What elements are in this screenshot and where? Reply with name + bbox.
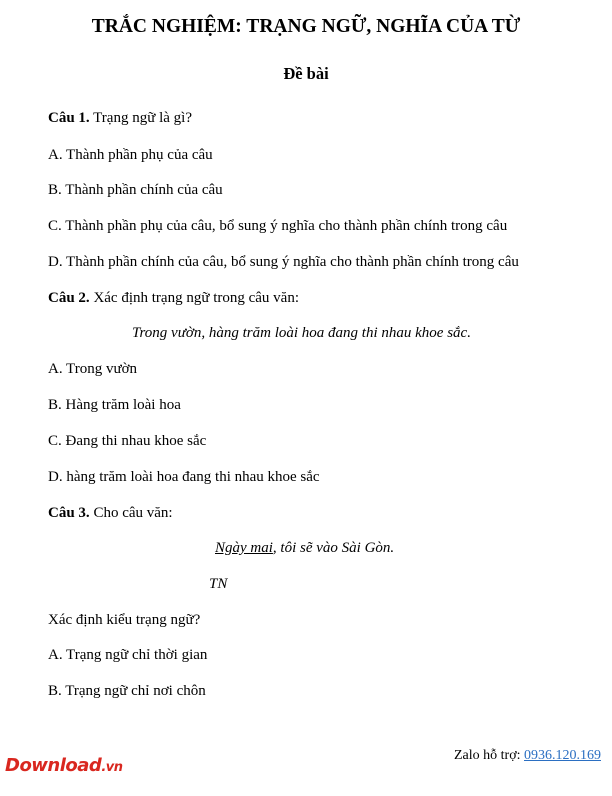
- question-2-option-c: C. Đang thi nhau khoe sắc: [48, 433, 207, 449]
- question-2-option-d: D. hàng trăm loài hoa đang thi nhau khoe sắc: [48, 469, 320, 485]
- question-3-quote: [215, 538, 394, 558]
- question-text: Xác định trạng ngữ trong câu văn:: [89, 290, 300, 306]
- question-1-option-b: B. Thành phần chính của câu: [48, 182, 223, 198]
- support-phone-link[interactable]: 0936.120.169: [524, 748, 601, 763]
- logo-main: Download: [5, 755, 102, 776]
- contact-label: Zalo hỗ trợ:: [454, 748, 524, 763]
- question-label: Câu 1.: [48, 110, 90, 126]
- question-text: Trạng ngữ là gì?: [89, 110, 192, 126]
- logo-tld: .vn: [101, 760, 123, 775]
- document-title: TRẮC NGHIỆM: TRẠNG NGỮ, NGHĨA CỦA TỪ: [91, 16, 521, 37]
- question-text: Cho câu văn:: [89, 505, 173, 521]
- adverbial-annotation: TN: [209, 576, 228, 592]
- question-3-prompt: Xác định kiểu trạng ngữ?: [48, 612, 201, 628]
- question-3: [48, 503, 173, 523]
- question-1-option-c: C. Thành phần phụ của câu, bổ sung ý nghĩa cho thành phần chính trong câu: [48, 218, 508, 234]
- question-1-option-a: A. Thành phần phụ của câu: [48, 147, 213, 163]
- question-1: [48, 108, 192, 128]
- question-3-option-a: A. Trạng ngữ chỉ thời gian: [48, 647, 208, 663]
- question-label: Câu 3.: [48, 505, 90, 521]
- support-contact: [454, 746, 601, 766]
- question-2-option-b: B. Hàng trăm loài hoa: [48, 397, 181, 413]
- document-subtitle: Đề bài: [283, 64, 329, 83]
- adverbial-phrase: Ngày mai: [215, 540, 273, 556]
- question-3-option-b: B. Trạng ngữ chỉ nơi chôn: [48, 683, 206, 699]
- download-vn-logo[interactable]: [5, 755, 123, 779]
- question-1-option-d: D. Thành phần chính của câu, bổ sung ý nghĩa cho thành phần chính trong câu: [48, 254, 519, 270]
- question-2-quote: Trong vườn, hàng trăm loài hoa đang thi nhau khoe sắc.: [132, 325, 471, 341]
- question-2: [48, 288, 299, 308]
- question-label: Câu 2.: [48, 290, 90, 306]
- question-2-option-a: A. Trong vườn: [48, 361, 138, 377]
- quote-rest: , tôi sẽ vào Sài Gòn.: [272, 540, 395, 556]
